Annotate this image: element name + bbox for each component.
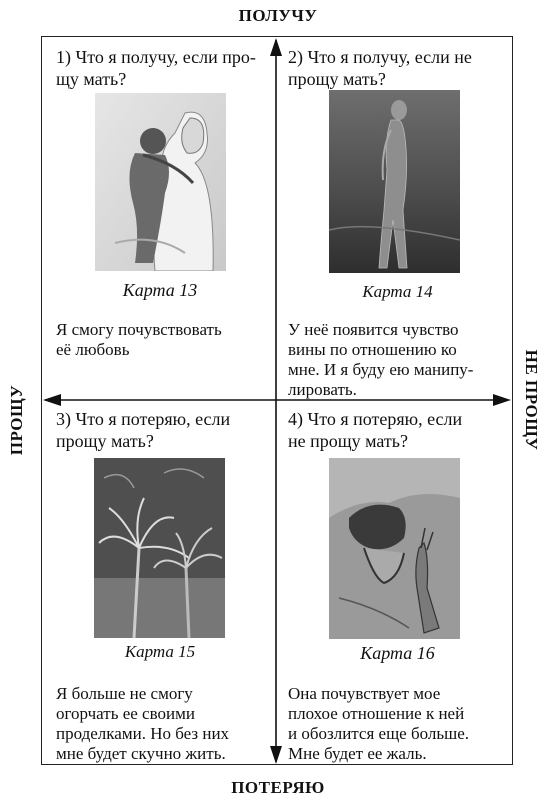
axis-label-top: ПОЛУЧУ: [238, 6, 318, 25]
quadrant-1-question: 1) Что я получу, если про- щу мать?: [56, 47, 256, 89]
axis-label-left: ПРОЩУ: [7, 384, 26, 456]
quadrant-3-question: 3) Что я потеряю, если прощу мать?: [56, 409, 231, 451]
quadrant-4-question: 4) Что я потеряю, если не прощу мать?: [288, 409, 463, 451]
arrow-down-icon: [270, 746, 282, 764]
quadrant-3-answer: Я больше не смогу огорчать ее своими проделками. Но без них мне будет скучно жить.: [56, 684, 230, 763]
arrow-left-icon: [43, 394, 61, 406]
card-16-image: [329, 458, 460, 639]
quadrant-2-answer: У неё появится чувство вины по отношению ко мне. И я буду ею манипу- лировать.: [288, 320, 474, 399]
axis-label-right: НЕ ПРОЩУ: [522, 349, 541, 451]
card-16-caption: Карта 16: [360, 643, 435, 663]
card-14-caption: Карта 14: [362, 282, 433, 301]
card-13-image: [95, 93, 226, 271]
quadrant-1-answer: Я смогу почувствовать её любовь: [56, 320, 222, 359]
card-13-caption: Карта 13: [122, 280, 198, 300]
axis-label-bottom: ПОТЕРЯЮ: [231, 778, 325, 797]
quadrant-4-answer: Она почувствует мое плохое отношение к ней и обозлится еще больше. Мне будет ее жаль.: [288, 684, 470, 763]
card-14-image: [329, 90, 460, 273]
arrow-up-icon: [270, 38, 282, 56]
quadrant-2-question: 2) Что я получу, если не прощу мать?: [288, 47, 472, 89]
card-15-image: [94, 458, 225, 638]
card-15-caption: Карта 15: [124, 642, 196, 661]
